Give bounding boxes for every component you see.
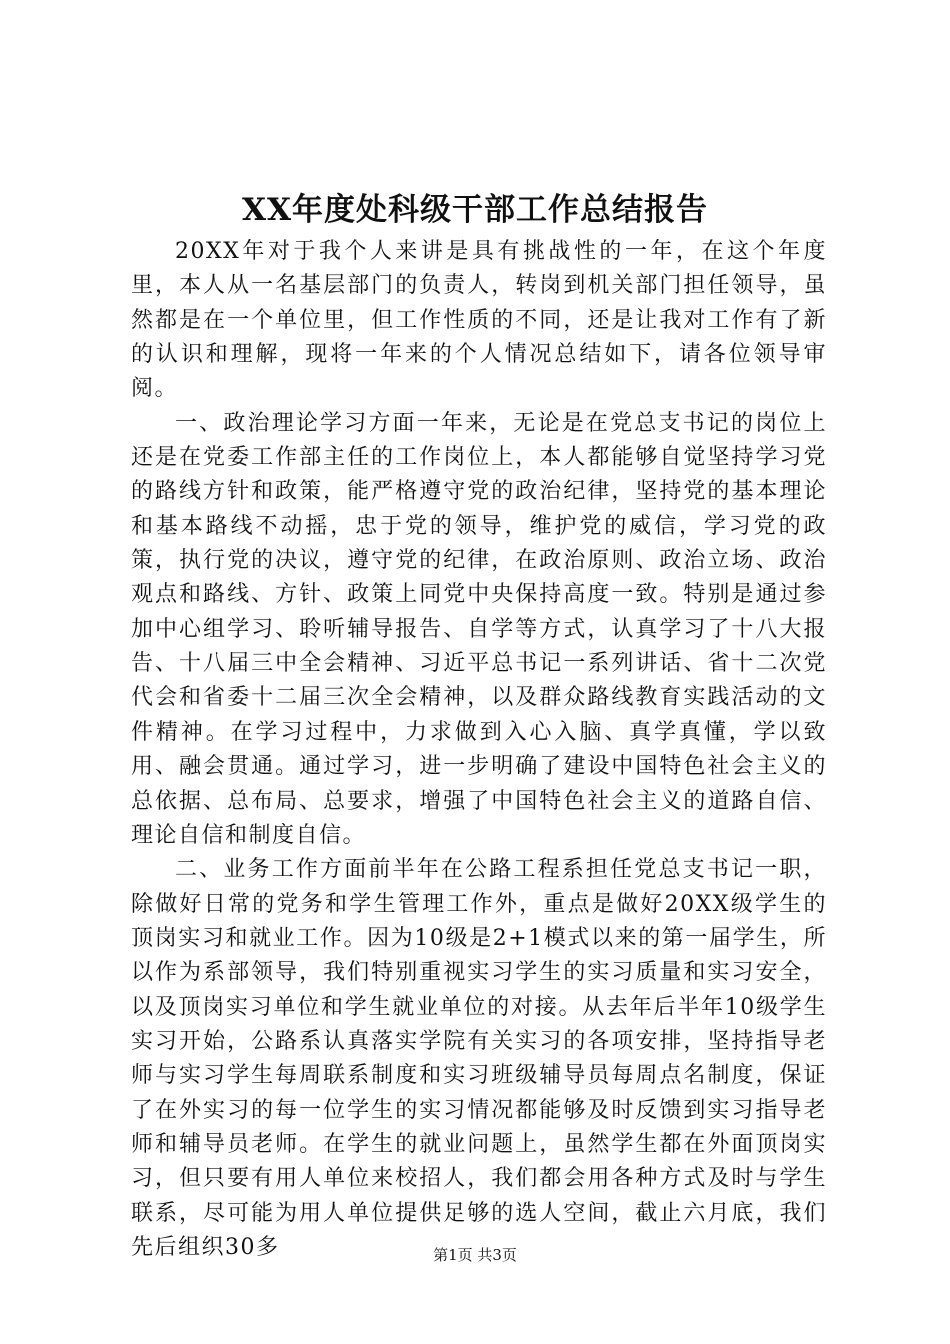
paragraph-business-work: 二、业务工作方面前半年在公路工程系担任党总支书记一职，除做好日常的党务和学生管理工作外，重点是做好20XX级学生的顶岗实习和就业工作。因为10级是2+1模式以来的第一届学生，所以作为系部领导，我们特别重视实习学生的实习质量和实习安全，以及顶岗实习单位和学生就业单位的对接。从去年后半年10级学生实习开始，公路系认真落实学院有关实习的各项安排，坚持指导老师与实习学生每周联系制度和实习班级辅导员每周点名制度，保证了在外实习的每一位学生的实习情况都能够及时反馈到实习指导老师和辅导员老师。在学生的就业问题上，虽然学生都在外面顶岗实习，但只要有用人单位来校招人，我们都会用各种方式及时与学生联系，尽可能为用人单位提供足够的选人空间，截止六月底，我们先后组织30多 (131, 857, 827, 1260)
paragraph-intro: 20XX年对于我个人来讲是具有挑战性的一年，在这个年度里，本人从一名基层部门的负责人，转岗到机关部门担任领导，虽然都是在一个单位里，但工作性质的不同，还是让我对工作有了新的认识和理解，现将一年来的个人情况总结如下，请各位领导审阅。 (131, 239, 827, 402)
paragraph-political-study: 一、政治理论学习方面一年来，无论是在党总支书记的岗位上还是在党委工作部主任的工作岗位上，本人都能够自觉坚持学习党的路线方针和政策，能严格遵守党的政治纪律，坚持党的基本理论和基本路线不动摇，忠于党的领导，维护党的威信，学习党的政策，执行党的决议，遵守党的纪律，在政治原则、政治立场、政治观点和路线、方针、政策上同党中央保持高度一致。特别是通过参加中心组学习、聆听辅导报告、自学等方式，认真学习了十八大报告、十八届三中全会精神、习近平总书记一系列讲话、省十二次党代会和省委十二届三次全会精神，以及群众路线教育实践活动的文件精神。在学习过程中，力求做到入心入脑、真学真懂，学以致用、融会贯通。通过学习，进一步明确了建设中国特色社会主义的总依据、总布局、总要求，增强了中国特色社会主义的道路自信、理论自信和制度自信。 (131, 410, 827, 848)
document-title: XX年度处科级干部工作总结报告 (241, 192, 709, 228)
document-body (131, 235, 827, 1265)
page-footer: 第1页 共3页 (433, 1246, 517, 1264)
